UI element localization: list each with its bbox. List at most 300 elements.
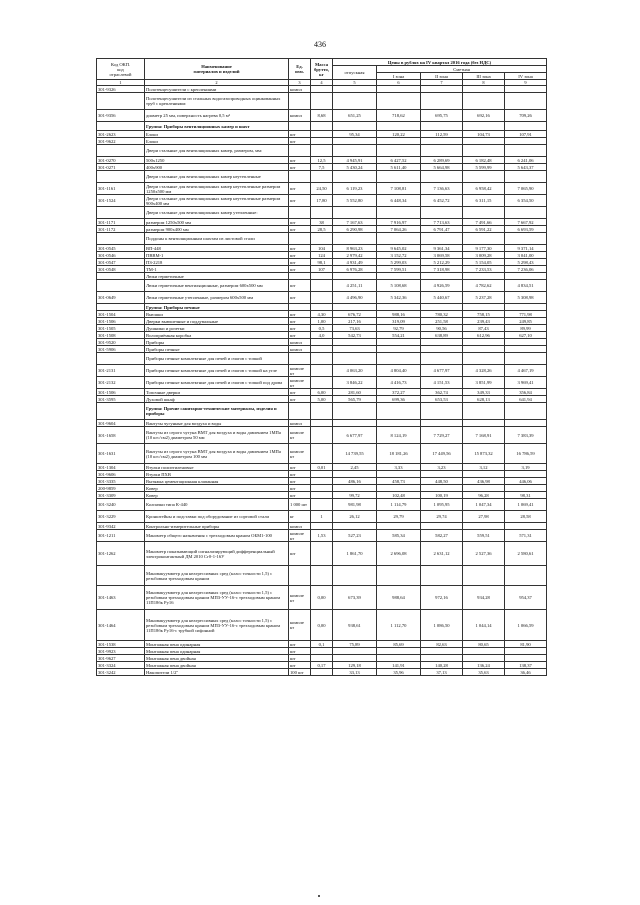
zone-4-price: [505, 171, 547, 183]
zone-1-price: 92,79: [377, 325, 421, 332]
zone-2-price: 251,58: [421, 318, 463, 325]
unit-of-measure: компл: [289, 523, 311, 530]
zone-4-price: 4 467,19: [505, 365, 547, 377]
zone-4-price: 571,31: [505, 530, 547, 542]
table-row: [97, 86, 547, 93]
unit-of-measure: шт: [289, 195, 311, 207]
unit-of-measure: компл: [289, 110, 311, 122]
gross-mass: [311, 427, 333, 444]
material-code: [97, 207, 145, 219]
material-name: размером 1250х500 мм: [145, 219, 289, 226]
table-row: [97, 542, 547, 566]
column-number: 9: [505, 80, 547, 86]
zone-1-price: 35,96: [377, 669, 421, 676]
zone-4-price: 954,37: [505, 586, 547, 610]
gross-mass: [311, 346, 333, 353]
zone-1-price: 7 064,26: [377, 226, 421, 233]
material-code: 301-9326: [97, 86, 145, 93]
zone-4-price: [505, 339, 547, 346]
unit-of-measure: компле кт: [289, 444, 311, 464]
material-code: 301-0546: [97, 252, 145, 259]
table-row: [97, 318, 547, 325]
release-price: 129,18: [333, 662, 377, 669]
gross-mass: [311, 339, 333, 346]
gross-mass: 12,5: [311, 157, 333, 164]
table-row: [97, 325, 547, 332]
zone-2-price: [421, 138, 463, 145]
zone-1-price: 372,27: [377, 389, 421, 396]
zone-4-price: 2 580,61: [505, 542, 547, 566]
zone-1-price: 4 416,73: [377, 377, 421, 389]
zone-3-price: 7 168,91: [463, 427, 505, 444]
material-name: Монтажная пена двойная: [145, 662, 289, 669]
unit-of-measure: шт: [289, 478, 311, 485]
table-row: [97, 339, 547, 346]
zone-2-price: 82,63: [421, 641, 463, 648]
material-code: 301-3595: [97, 396, 145, 403]
gross-mass: [311, 292, 333, 304]
release-price: [333, 566, 377, 586]
zone-4-price: [505, 485, 547, 492]
zone-2-price: [421, 523, 463, 530]
release-price: 981,98: [333, 499, 377, 511]
header-zone-4: IV зона: [505, 73, 547, 80]
material-name: Блоки: [145, 131, 289, 138]
zone-3-price: 436,98: [463, 478, 505, 485]
material-name: Люки герметичные вентиляционные, размером 600х500 мм: [145, 280, 289, 292]
release-price: [333, 648, 377, 655]
zone-1-price: 554,21: [377, 332, 421, 339]
gross-mass: [311, 207, 333, 219]
zone-3-price: [463, 471, 505, 478]
zone-4-price: [505, 420, 547, 427]
material-name: Двери стальные для вентиляционных камер неутепленные размером 900х400 мм: [145, 195, 289, 207]
unit-of-measure: компле кт: [289, 586, 311, 610]
table-row: [97, 377, 547, 389]
material-code: 301-2131: [97, 365, 145, 377]
zone-1-price: 988,16: [377, 311, 421, 318]
zone-4-price: [505, 273, 547, 280]
release-price: [333, 485, 377, 492]
zone-2-price: 17 449,56: [421, 444, 463, 464]
material-code: [97, 304, 145, 311]
zone-4-price: 28,58: [505, 511, 547, 523]
zone-2-price: [421, 304, 463, 311]
zone-3-price: 1 047,34: [463, 499, 505, 511]
release-price: 1 861,70: [333, 542, 377, 566]
gross-mass: 4,0: [311, 332, 333, 339]
zone-1-price: [377, 648, 421, 655]
release-price: 486,16: [333, 478, 377, 485]
header-name: [145, 59, 289, 80]
unit-of-measure: шт: [289, 183, 311, 195]
release-price: [333, 145, 377, 157]
release-price: [333, 171, 377, 183]
table-row: [97, 273, 547, 280]
material-name: Топочные дверки: [145, 389, 289, 396]
material-name: диаметр 25 мм, поверхность нагрева 0,5 м²: [145, 110, 289, 122]
gross-mass: 17,80: [311, 195, 333, 207]
release-price: [333, 233, 377, 245]
unit-of-measure: [289, 122, 311, 131]
release-price: [333, 471, 377, 478]
material-code: 301-9622: [97, 138, 145, 145]
zone-4-price: [505, 86, 547, 93]
material-code: 200-9859: [97, 485, 145, 492]
header-mass-mid: брутто,: [314, 66, 329, 72]
zone-1-price: 4 804,40: [377, 365, 421, 377]
release-price: 673,39: [333, 586, 377, 610]
zone-4-price: 9 371,14: [505, 245, 547, 252]
unit-of-measure: шт: [289, 655, 311, 662]
zone-4-price: [505, 138, 547, 145]
gross-mass: [311, 420, 333, 427]
material-code: 301-2623: [97, 131, 145, 138]
material-name: Блоки: [145, 138, 289, 145]
zone-2-price: 7 318,98: [421, 266, 463, 273]
zone-4-price: 446,06: [505, 478, 547, 485]
column-number: 5: [333, 80, 377, 86]
zone-3-price: 104,73: [463, 131, 505, 138]
zone-3-price: 3 851,99: [463, 377, 505, 389]
zone-1-price: 141,91: [377, 662, 421, 669]
header-estimated: Сметная: [377, 66, 547, 73]
zone-4-price: 89,99: [505, 325, 547, 332]
zone-3-price: [463, 122, 505, 131]
zone-3-price: [463, 304, 505, 311]
table-row: [97, 669, 547, 676]
zone-3-price: 7 233,53: [463, 266, 505, 273]
unit-of-measure: [289, 566, 311, 586]
release-price: 3 846,22: [333, 377, 377, 389]
material-name: Контрольно-измерительные приборы: [145, 523, 289, 530]
zone-4-price: [505, 207, 547, 219]
unit-of-measure: шт: [289, 464, 311, 471]
material-code: 301-0270: [97, 157, 145, 164]
material-code: [97, 280, 145, 292]
release-price: [333, 403, 377, 420]
zone-2-price: 3 069,58: [421, 252, 463, 259]
zone-2-price: 448,50: [421, 478, 463, 485]
material-name: Мановакуумметр для неагрессивных сред (класс точности 1,5) с резьбовым трехходовым краном МП3-УУ-16-с трехходовым краном 11П18бк Ру16: [145, 586, 289, 610]
table-row: [97, 389, 547, 396]
material-name: Вытяжка цементационная клапанная: [145, 478, 289, 485]
zone-2-price: 653,53: [421, 396, 463, 403]
zone-2-price: 100,19: [421, 492, 463, 499]
release-price: [333, 122, 377, 131]
release-price: 6 677,97: [333, 427, 377, 444]
zone-4-price: [505, 655, 547, 662]
material-name: Монтажная пена одинарная: [145, 641, 289, 648]
release-price: 7 167,63: [333, 219, 377, 226]
zone-1-price: 319,09: [377, 318, 421, 325]
unit-of-measure: [289, 403, 311, 420]
gross-mass: [311, 131, 333, 138]
material-code: 301-3309: [97, 492, 145, 499]
material-code: 301-5906: [97, 346, 145, 353]
table-row: [97, 365, 547, 377]
material-name: ПВВМ-1: [145, 252, 289, 259]
zone-4-price: [505, 122, 547, 131]
zone-2-price: [421, 171, 463, 183]
column-number: 6: [377, 80, 421, 86]
zone-2-price: [421, 339, 463, 346]
gross-mass: [311, 93, 333, 110]
unit-of-measure: шт: [289, 332, 311, 339]
material-name: Манометр показывающий сигнализирующий дифференциальный электроконтактный ДМ 2010 Сг0-1-16У: [145, 542, 289, 566]
group-heading-row: [97, 304, 547, 311]
zone-2-price: 4 677,97: [421, 365, 463, 377]
material-code: 301-2132: [97, 377, 145, 389]
column-number: 3: [289, 80, 311, 86]
release-price: [333, 523, 377, 530]
zone-4-price: 249,85: [505, 318, 547, 325]
zone-2-price: 5 664,98: [421, 164, 463, 171]
material-name: Втулки ПХВ: [145, 471, 289, 478]
zone-3-price: 5 599,99: [463, 164, 505, 171]
column-number: 2: [145, 80, 289, 86]
table-row: [97, 183, 547, 195]
zone-3-price: [463, 145, 505, 157]
gross-mass: 7,5: [311, 164, 333, 171]
material-name: Манометр общего назначения с трехходовым краном ОБМ1-100: [145, 530, 289, 542]
unit-of-measure: [289, 353, 311, 365]
zone-2-price: 5 212,29: [421, 259, 463, 266]
material-name: ПЗ-2218: [145, 259, 289, 266]
zone-4-price: 3 969,41: [505, 377, 547, 389]
unit-of-measure: компл: [289, 346, 311, 353]
unit-of-measure: компле кт: [289, 377, 311, 389]
zone-2-price: 972,16: [421, 586, 463, 610]
material-code: [97, 145, 145, 157]
zone-1-price: 29,79: [377, 511, 421, 523]
group-heading-row: [97, 122, 547, 131]
table-row: [97, 131, 547, 138]
zone-1-price: [377, 523, 421, 530]
zone-3-price: 35,63: [463, 669, 505, 676]
material-name: Приборы: [145, 339, 289, 346]
header-zone-2: II зона: [421, 73, 463, 80]
gross-mass: [311, 233, 333, 245]
zone-1-price: 3,33: [377, 464, 421, 471]
header-mass-top: Масса: [314, 61, 329, 67]
unit-of-measure: 1 000 шт: [289, 499, 311, 511]
zone-4-price: 1 069,41: [505, 499, 547, 511]
zone-3-price: [463, 655, 505, 662]
zone-1-price: 7 916,97: [377, 219, 421, 226]
zone-1-price: [377, 655, 421, 662]
release-price: [333, 420, 377, 427]
zone-3-price: 3 009,28: [463, 252, 505, 259]
gross-mass: 0,17: [311, 662, 333, 669]
gross-mass: [311, 280, 333, 292]
release-price: 651,25: [333, 110, 377, 122]
material-name: Группа: Приборы вентиляционных камер и шахт: [145, 122, 289, 131]
zone-4-price: 98,31: [505, 492, 547, 499]
table-row: [97, 492, 547, 499]
material-name: Кронштейны и подставки под оборудование из сортовой стали: [145, 511, 289, 523]
zone-1-price: 1 114,79: [377, 499, 421, 511]
zone-1-price: 18 181,26: [377, 444, 421, 464]
zone-1-price: [377, 485, 421, 492]
zone-2-price: 112,59: [421, 131, 463, 138]
gross-mass: [311, 485, 333, 492]
material-name: Группа: Приборы печные: [145, 304, 289, 311]
material-code: 301-1524: [97, 195, 145, 207]
table-row: [97, 346, 547, 353]
table-row: [97, 266, 547, 273]
zone-3-price: [463, 523, 505, 530]
table-row: [97, 511, 547, 523]
unit-of-measure: шт: [289, 485, 311, 492]
zone-4-price: 771,98: [505, 311, 547, 318]
zone-1-price: [377, 171, 421, 183]
material-code: 301-3335: [97, 478, 145, 485]
table-row: [97, 499, 547, 511]
unit-of-measure: [289, 273, 311, 280]
material-code: [97, 273, 145, 280]
zone-3-price: [463, 233, 505, 245]
unit-of-measure: [289, 233, 311, 245]
material-name: Приборы печные комплектные для печей и очагов с топкой под дрова: [145, 377, 289, 389]
zone-3-price: 136,24: [463, 662, 505, 669]
material-name: размером 900х400 мм: [145, 226, 289, 233]
unit-of-measure: шт: [289, 280, 311, 292]
material-name: 400х900: [145, 164, 289, 171]
material-code: 301-1538: [97, 641, 145, 648]
zone-4-price: 3,19: [505, 464, 547, 471]
zone-3-price: [463, 648, 505, 655]
gross-mass: [311, 655, 333, 662]
material-name: Втулки полиэтиленовые: [145, 464, 289, 471]
table-row: [97, 427, 547, 444]
zone-4-price: [505, 233, 547, 245]
header-mass: [311, 59, 333, 80]
material-name: Двери стальные для вентиляционных камер неутепленные размером 1250х500 мм: [145, 183, 289, 195]
unit-of-measure: шт: [289, 157, 311, 164]
material-code: 301-0649: [97, 292, 145, 304]
material-name: Душники и розетки: [145, 325, 289, 332]
zone-2-price: 695,75: [421, 110, 463, 122]
release-price: 99,72: [333, 492, 377, 499]
unit-of-measure: шт: [289, 292, 311, 304]
unit-of-measure: шт: [289, 226, 311, 233]
release-price: 6 290,98: [333, 226, 377, 233]
zone-2-price: 3,23: [421, 464, 463, 471]
table-row: [97, 219, 547, 226]
zone-2-price: 2 631,12: [421, 542, 463, 566]
zone-3-price: 3,12: [463, 464, 505, 471]
zone-3-price: 4 782,62: [463, 280, 505, 292]
unit-of-measure: [289, 304, 311, 311]
zone-4-price: 7 065,90: [505, 183, 547, 195]
zone-1-price: [377, 566, 421, 586]
zone-1-price: 85,69: [377, 641, 421, 648]
table-row: [97, 648, 547, 655]
zone-2-price: 5 440,67: [421, 292, 463, 304]
zone-2-price: 29,74: [421, 511, 463, 523]
zone-2-price: 6 452,72: [421, 195, 463, 207]
table-row: [97, 610, 547, 641]
release-price: [333, 93, 377, 110]
zone-3-price: 934,28: [463, 586, 505, 610]
release-price: 527,23: [333, 530, 377, 542]
unit-of-measure: кг: [289, 511, 311, 523]
release-price: [333, 207, 377, 219]
header-code-top: Код ОКП.: [110, 61, 131, 67]
zone-1-price: [377, 138, 421, 145]
zone-2-price: 9 361,34: [421, 245, 463, 252]
table-row: [97, 292, 547, 304]
header-code: [97, 59, 145, 80]
header-code-bottom: отраслевой: [109, 71, 132, 77]
price-table: [96, 58, 547, 676]
material-name: Накопители 1/2": [145, 669, 289, 676]
zone-3-price: 6 591,22: [463, 226, 505, 233]
material-code: 301-9627: [97, 655, 145, 662]
table-row: [97, 332, 547, 339]
release-price: [333, 304, 377, 311]
material-code: [97, 566, 145, 586]
material-name: Вьюшки: [145, 311, 289, 318]
zone-1-price: [377, 122, 421, 131]
release-price: 8 963,23: [333, 245, 377, 252]
header-mass-bottom: кг: [319, 71, 324, 77]
zone-4-price: [505, 353, 547, 365]
material-name: ВП-448: [145, 245, 289, 252]
zone-4-price: 6 241,06: [505, 157, 547, 164]
unit-of-measure: шт: [289, 389, 311, 396]
gross-mass: [311, 138, 333, 145]
zone-4-price: 16 786,59: [505, 444, 547, 464]
unit-of-measure: компле кт: [289, 365, 311, 377]
unit-of-measure: шт: [289, 266, 311, 273]
table-row: [97, 157, 547, 164]
zone-4-price: [505, 403, 547, 420]
material-name: Двери стальные для вентиляционных камер утепленные:: [145, 207, 289, 219]
zone-1-price: 3 152,72: [377, 252, 421, 259]
material-name: Вантузы из серого чугуна ВМТ для воздуха и воды давлением 1МПа (10 кгс/см2) диаметром 50 мм: [145, 427, 289, 444]
zone-4-price: 5 298,43: [505, 259, 547, 266]
release-price: 542,73: [333, 332, 377, 339]
zone-1-price: [377, 207, 421, 219]
table-row: [97, 396, 547, 403]
unit-of-measure: шт: [289, 325, 311, 332]
group-heading-row: [97, 403, 547, 420]
unit-of-measure: шт: [289, 396, 311, 403]
zone-1-price: 5 342,36: [377, 292, 421, 304]
zone-1-price: 120,22: [377, 131, 421, 138]
material-code: 301-1508: [97, 332, 145, 339]
unit-of-measure: компл: [289, 420, 311, 427]
table-row: [97, 280, 547, 292]
zone-1-price: [377, 304, 421, 311]
zone-1-price: 5 611,40: [377, 164, 421, 171]
gross-mass: 104: [311, 245, 333, 252]
material-code: 301-3242: [97, 669, 145, 676]
unit-of-measure: шт: [289, 311, 311, 318]
column-number: 4: [311, 80, 333, 86]
material-code: 301-9606: [97, 471, 145, 478]
material-code: 301-3240: [97, 499, 145, 511]
zone-3-price: [463, 207, 505, 219]
zone-3-price: 612,96: [463, 332, 505, 339]
zone-2-price: 1 086,50: [421, 610, 463, 641]
gross-mass: [311, 444, 333, 464]
zone-4-price: 5 643,37: [505, 164, 547, 171]
zone-3-price: 15 873,32: [463, 444, 505, 464]
release-price: 676,72: [333, 311, 377, 318]
